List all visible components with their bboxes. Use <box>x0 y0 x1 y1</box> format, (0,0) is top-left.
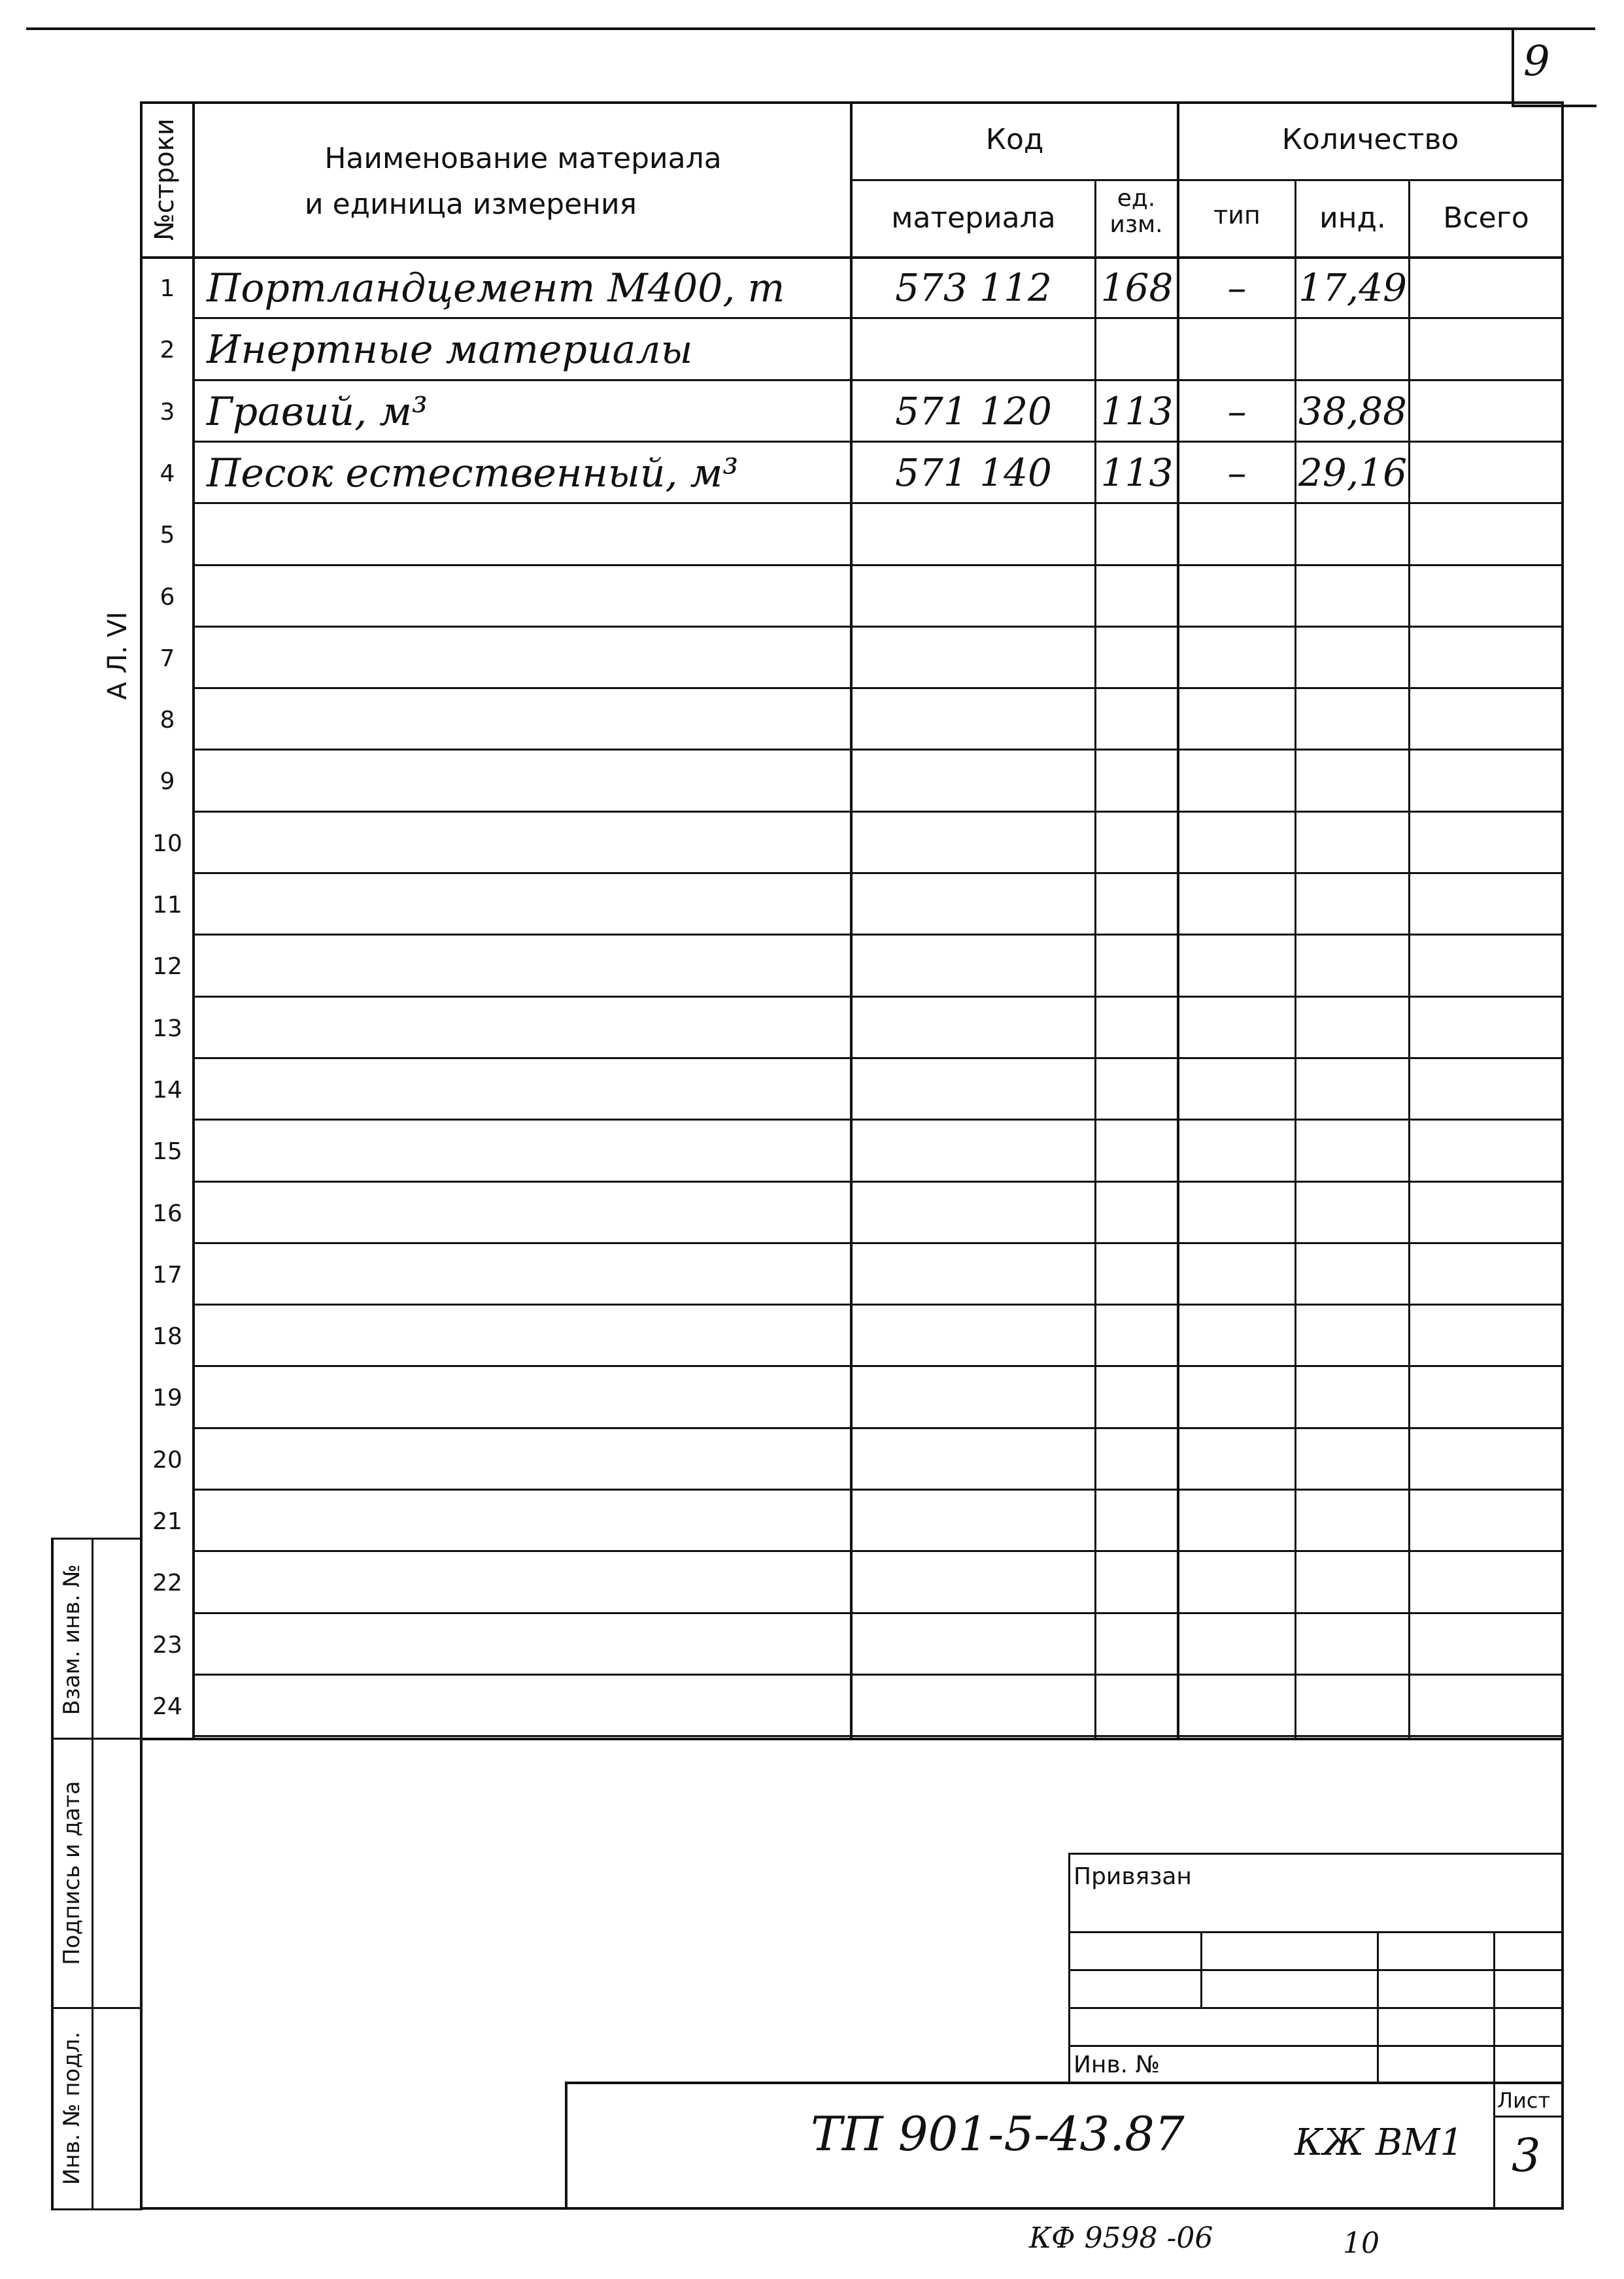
row-number: 18 <box>152 1323 182 1351</box>
cell-code: 571 140 <box>895 450 1052 495</box>
table-bottom-border <box>140 1738 1564 1740</box>
designation-box-left <box>565 2082 567 2208</box>
vzam-inv-label: Взам. инв. № <box>59 1564 85 1715</box>
tb-line-4 <box>1068 2045 1563 2047</box>
row-number: 1 <box>160 275 175 302</box>
row-number: 8 <box>160 707 175 734</box>
header-subgroup-divider <box>850 179 1563 181</box>
row-divider <box>192 1242 1563 1244</box>
cell-type: – <box>1227 388 1247 433</box>
row-divider <box>192 1057 1563 1059</box>
row-divider <box>192 317 1563 319</box>
designation-box-top <box>565 2082 1564 2084</box>
row-divider <box>192 687 1563 689</box>
side-stamp-div-2 <box>51 1738 143 1740</box>
quantity-group-header: Количество <box>1281 123 1459 156</box>
row-divider <box>192 996 1563 998</box>
cell-unit: 168 <box>1100 265 1174 310</box>
col-divider-name <box>850 101 853 1739</box>
document-mark: КЖ ВМ1 <box>1294 2121 1464 2164</box>
privyazan-label: Привязан <box>1074 1863 1192 1890</box>
row-divider <box>192 811 1563 813</box>
page-number-underline <box>1512 105 1597 107</box>
cell-unit: 113 <box>1100 450 1174 495</box>
row-divider <box>192 1735 1563 1737</box>
row-number: 23 <box>152 1631 182 1659</box>
cell-ind: 17,49 <box>1298 265 1408 310</box>
designation: ТП 901-5-43.87 <box>811 2106 1185 2161</box>
row-number: 16 <box>152 1200 182 1227</box>
qty-total-header: Всего <box>1443 201 1529 235</box>
cell-name: Песок естественный, м³ <box>207 450 739 496</box>
side-stamp-div-1 <box>51 1538 143 1540</box>
row-divider <box>192 1427 1563 1429</box>
tb-line-1 <box>1068 1931 1563 1933</box>
lower-frame-bottom <box>140 2207 1564 2210</box>
col-divider-unit <box>1177 101 1179 1739</box>
cell-unit: 113 <box>1100 388 1174 433</box>
row-number: 10 <box>152 830 182 857</box>
sheet-number: 3 <box>1512 2129 1541 2182</box>
row-divider <box>192 1489 1563 1491</box>
side-stamp-bottom <box>51 2208 143 2210</box>
col-divider-num <box>192 101 195 1739</box>
bottom-note: КФ 9598 -06 <box>1029 2221 1213 2255</box>
qty-ind-header: инд. <box>1319 201 1386 235</box>
table-right-border <box>1561 101 1564 1739</box>
tb-line-left <box>1068 1853 1070 2082</box>
row-divider <box>192 502 1563 504</box>
row-number-header: №строки <box>150 118 180 241</box>
tb-col-3 <box>1493 1931 1495 2082</box>
cell-type: – <box>1227 265 1247 310</box>
row-number: 9 <box>160 768 175 796</box>
lower-frame-left <box>140 1738 143 2208</box>
row-divider <box>192 1181 1563 1183</box>
tb-line-2 <box>1068 1969 1563 1971</box>
row-divider <box>192 379 1563 381</box>
side-stamp-inner-border <box>92 1538 93 2210</box>
sheet-label: Лист <box>1497 2088 1551 2113</box>
row-number: 17 <box>152 1261 182 1289</box>
cell-ind: 38,88 <box>1298 388 1408 433</box>
bottom-number: 10 <box>1343 2227 1379 2260</box>
cell-code: 571 120 <box>895 388 1052 433</box>
name-header-line2: и единица измерения <box>304 188 637 221</box>
row-number: 4 <box>160 460 175 487</box>
qty-type-header: тип <box>1213 201 1260 229</box>
row-divider <box>192 1674 1563 1676</box>
tb-col-2 <box>1377 1931 1379 2082</box>
row-divider <box>192 1365 1563 1367</box>
row-divider <box>192 749 1563 751</box>
row-number: 19 <box>152 1385 182 1412</box>
row-number: 5 <box>160 522 175 549</box>
top-rule <box>26 27 1595 30</box>
row-number: 11 <box>152 892 182 919</box>
row-number: 12 <box>152 953 182 981</box>
inv-no-label: Инв. № <box>1074 2051 1160 2078</box>
row-number: 14 <box>152 1076 182 1104</box>
row-divider <box>192 441 1563 443</box>
margin-mark: А Л. VI <box>103 611 133 700</box>
cell-name: Гравий, м³ <box>207 388 428 435</box>
cell-code: 573 112 <box>895 265 1052 310</box>
row-number: 20 <box>152 1446 182 1474</box>
tb-col-1 <box>1200 1931 1202 2007</box>
col-divider-code <box>1094 179 1096 1739</box>
tb-line-top <box>1068 1853 1563 1855</box>
podpis-data-label: Подпись и дата <box>59 1781 85 1965</box>
page-number: 9 <box>1523 37 1550 86</box>
tb-line-3 <box>1068 2007 1563 2009</box>
col-divider-ind <box>1408 179 1410 1739</box>
row-divider <box>192 1550 1563 1552</box>
cell-type: – <box>1227 450 1247 495</box>
row-divider <box>192 564 1563 566</box>
row-number: 15 <box>152 1138 182 1166</box>
inv-podl-label: Инв. № подл. <box>59 2031 85 2186</box>
row-divider <box>192 626 1563 628</box>
row-divider <box>192 934 1563 936</box>
row-number: 2 <box>160 337 175 364</box>
row-number: 3 <box>160 398 175 426</box>
side-stamp-div-3 <box>51 2007 143 2009</box>
row-number: 6 <box>160 583 175 611</box>
row-divider <box>192 872 1563 874</box>
row-divider <box>192 1119 1563 1121</box>
lower-frame-right <box>1561 1738 1564 2208</box>
code-material-header: материала <box>891 201 1056 235</box>
cell-ind: 29,16 <box>1298 450 1408 495</box>
row-divider <box>192 1304 1563 1306</box>
col-divider-type <box>1294 179 1296 1739</box>
row-divider <box>192 1612 1563 1614</box>
cell-name: Инертные материалы <box>207 327 693 373</box>
sheet-box-left <box>1493 2082 1495 2208</box>
name-header-line1: Наименование материала <box>324 142 722 175</box>
row-number: 24 <box>152 1693 182 1720</box>
cell-name: Портландцемент М400, т <box>207 265 785 311</box>
row-number: 22 <box>152 1570 182 1597</box>
page-number-divider <box>1512 27 1514 106</box>
side-stamp-left-border <box>51 1538 54 2210</box>
row-number: 7 <box>160 645 175 672</box>
code-group-header: Код <box>985 123 1044 156</box>
code-unit-header: ед. изм. <box>1109 185 1163 238</box>
sheet-box-divider <box>1493 2116 1563 2118</box>
row-number: 13 <box>152 1015 182 1042</box>
row-number: 21 <box>152 1508 182 1535</box>
